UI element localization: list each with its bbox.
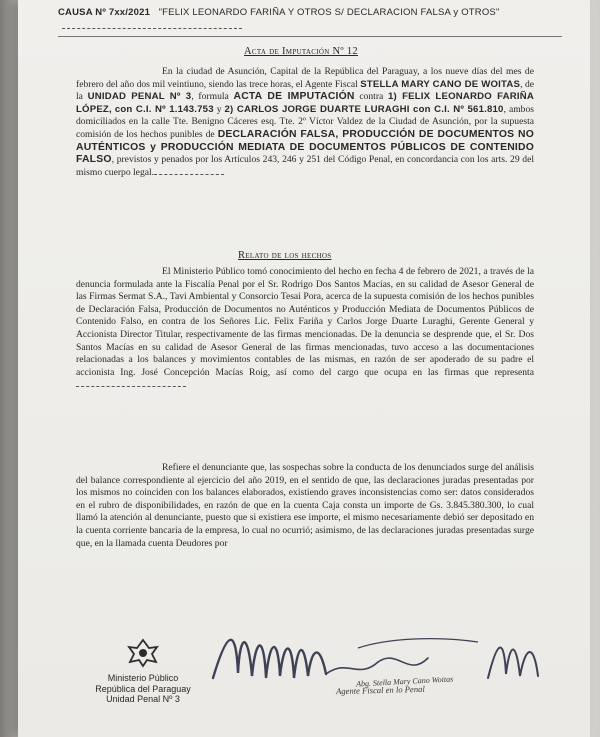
crimes-list: DECLARACIÓN FALSA, PRODUCCIÓN DE DOCUMENTOS NO AUTÉNTICOS y PRODUCCIÓN MEDIATA DE DOCUMENTOS PÚBLICOS DE CONTENIDO FALSO bbox=[76, 128, 534, 166]
unit-name: UNIDAD PENAL Nº 3 bbox=[87, 91, 192, 103]
intro-paragraph bbox=[76, 66, 534, 179]
facts-paragraph-1 bbox=[76, 266, 534, 392]
intro-text: contra bbox=[354, 91, 388, 103]
facts-title: Relato de los hechos bbox=[238, 250, 332, 261]
signature-title: Agente Fiscal en lo Penal bbox=[335, 683, 425, 697]
intro-text: , formula bbox=[191, 91, 234, 103]
facts-paragraph-2 bbox=[76, 462, 534, 550]
signature-name: Abg. Stella Mary Cano Woitas bbox=[355, 674, 454, 689]
org-line-3: Unidad Penal Nº 3 bbox=[106, 694, 180, 704]
accused-1-id: con C.I. Nº 1.143.753 bbox=[114, 103, 214, 115]
intro-text: y bbox=[213, 103, 225, 115]
act-title: Acta de Imputación Nº 12 bbox=[244, 46, 358, 57]
case-number: CAUSA Nº 7xx/2021 bbox=[58, 7, 151, 18]
dash-line bbox=[76, 381, 186, 387]
intro-text: En la ciudad de Asunción, Capital de la República del Paraguay, a los nueve días del mes de febrero del año dos mil veintiuno, siendo las trece horas, el Agente Fiscal bbox=[76, 66, 534, 90]
agent-name: STELLA MARY CANO DE WOITAS bbox=[360, 78, 521, 90]
ministry-logo-block bbox=[88, 638, 198, 705]
intro-text: , ambos domiciliados en la calle Tte. Benigno Cáceres esq. Tte. 2º Víctor Valdez de la Ciudad de Asunción, por la supuesta comisión de los hechos punibles de bbox=[76, 103, 534, 140]
case-title: "FELIX LEONARDO FARIÑA Y OTROS S/ DECLARACION FALSA y OTROS" bbox=[158, 7, 500, 18]
facts-text: El Ministerio Público tomó conocimiento del hecho en fecha 4 de febrero de 2021, a través de la denuncia formulada ante la Fiscalía Penal por el Sr. Rodrigo Dos Santos Macías, en su calidad de Asesor General de las Firmas Sermat S.A., Tavi Ambiental y Consorcio Tesai Pora, acerca de la supuesta comisión de los hechos punibles de Declaración Falsa, Producción de Documentos no Auténticos y Producción Mediata de Documentos Públicos de Contenido Falso, en contra de los Señores Lic. Felix Fariña y Carlos Jorge Duarte Luraghi, Gerente General y Accionista Director Titular, respectivamente de las firmas mencionadas. De la denuncia se desprende que, el Sr. Dos Santos Macías en su calidad de Asesor General de las firmas mencionadas, tuvo acceso a las documentaciones relacionadas a los balances y movimientos contables de las mismas, en razón de ser apoderado de su padre el accionista Ing. José Concepción Macías Roig, así como del cargo que ocupa en las firmas que representa bbox=[76, 266, 534, 378]
accused-1: 1) FELIX LEONARDO FARIÑA LÓPEZ, bbox=[76, 91, 534, 115]
header-rule bbox=[58, 36, 562, 37]
dash-line bbox=[154, 169, 224, 175]
intro-text: , de la bbox=[76, 78, 534, 103]
org-line-1: Ministerio Público bbox=[107, 673, 179, 683]
case-header bbox=[58, 6, 558, 34]
intro-text: , previstos y penados por los Artículos 243, 246 y 251 del Código Penal, en concordancia con los arts. 29 del mismo cuerpo legal. bbox=[76, 154, 534, 178]
ministry-emblem-icon bbox=[126, 638, 160, 668]
accused-2: 2) CARLOS JORGE DUARTE LURAGHI con C.I. Nº 561.810 bbox=[224, 103, 504, 115]
org-line-2: República del Paraguay bbox=[95, 683, 191, 694]
document-page bbox=[18, 0, 590, 737]
header-dash-line bbox=[62, 22, 242, 29]
act-name: ACTA DE IMPUTACIÓN bbox=[233, 91, 355, 103]
facts-text: Refiere el denunciante que, las sospechas sobre la conducta de los denunciados surge del análisis del balance correspondiente al ejercicio del año 2019, en el sentido de que, las declaraciones juradas presentadas por los mismos no coinciden con los balances elaborados, existiendo graves inconsistencias como ser: datos considerados en el rubro de disponibilidades, en razón de que en la cuenta Caja consta un importe de Gs. 3.845.380.300, lo cual llamó la atención al denunciante, puesto que si existiera ese importe, el mismo necesariamente debió ser depositado en la cuenta corriente bancaria de la empresa, lo cual no ocurrió; asimismo, de las declaraciones juradas presentadas surge que, en la llamada cuenta Deudores por bbox=[76, 462, 534, 549]
